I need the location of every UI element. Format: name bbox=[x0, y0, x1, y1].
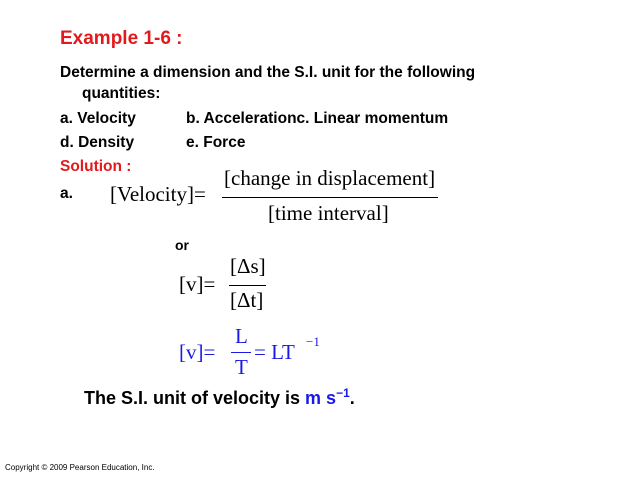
problem-line-2: quantities: bbox=[82, 85, 161, 102]
or-text: or bbox=[175, 237, 189, 253]
problem-line-1: Determine a dimension and the S.I. unit for the following bbox=[60, 64, 476, 81]
eq1-numerator: [change in displacement] bbox=[224, 166, 436, 190]
conclusion-period: . bbox=[349, 388, 355, 408]
copyright-notice: Copyright © 2009 Pearson Education, Inc. bbox=[5, 463, 155, 472]
conclusion-sentence bbox=[84, 386, 355, 409]
eq2-fraction-bar bbox=[229, 285, 266, 286]
part-a-label: a. bbox=[60, 185, 73, 202]
eq1-lhs: [Velocity]= bbox=[110, 182, 206, 206]
eq3-fraction-bar bbox=[231, 352, 251, 353]
eq2-numerator: [Δs] bbox=[230, 254, 266, 278]
item-velocity: a. Velocity bbox=[60, 110, 136, 127]
eq3-numerator: L bbox=[235, 324, 248, 348]
item-force: e. Force bbox=[186, 134, 246, 151]
item-density: d. Density bbox=[60, 134, 135, 151]
velocity-unit: m s bbox=[305, 388, 337, 408]
eq2-lhs: [v]= bbox=[179, 272, 216, 296]
velocity-unit-exponent: −1 bbox=[336, 386, 350, 400]
eq3-denominator: T bbox=[235, 355, 248, 379]
example-title: Example 1-6 : bbox=[60, 28, 183, 49]
eq2-denominator: [Δt] bbox=[230, 288, 264, 312]
eq1-fraction-bar bbox=[222, 197, 438, 198]
eq3-lhs: [v]= bbox=[179, 340, 216, 364]
eq1-denominator: [time interval] bbox=[268, 201, 389, 225]
eq3-rhs: = LT bbox=[254, 340, 295, 364]
eq3-exponent: −1 bbox=[306, 334, 320, 349]
conclusion-text: The S.I. unit of velocity is bbox=[84, 388, 306, 408]
item-acceleration-momentum: b. Accelerationc. Linear momentum bbox=[186, 110, 449, 127]
solution-label: Solution : bbox=[60, 158, 132, 175]
